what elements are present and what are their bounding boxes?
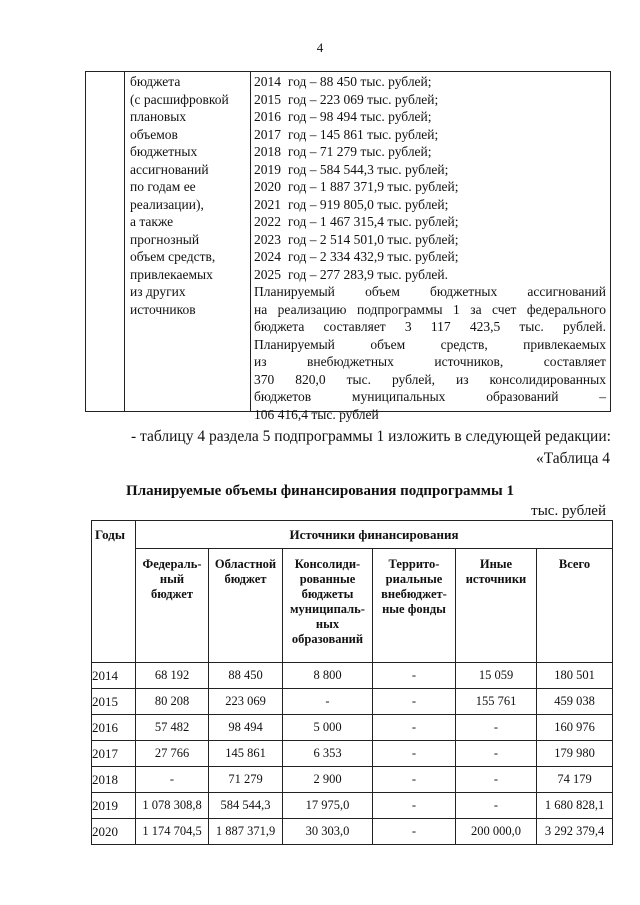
table-cell: 1 078 308,8 — [136, 793, 209, 819]
column-header — [373, 549, 456, 663]
row-year: 2014 — [92, 663, 136, 689]
passport-empty-column — [86, 72, 125, 411]
table-cell: - — [373, 663, 456, 689]
passport-label-line: прогнозный — [130, 231, 200, 247]
column-header-line: ных — [315, 617, 340, 631]
paragraph-word: тыс. — [346, 371, 371, 387]
year-amount: год – 1 887 371,9 тыс. рублей; — [288, 179, 459, 194]
finance-table — [91, 520, 613, 845]
paragraph-line — [254, 302, 606, 318]
column-headers-row — [92, 549, 613, 663]
passport-label-line: по годам ее — [130, 179, 196, 194]
passport-value-cell — [250, 72, 610, 422]
paragraph-word: образований — [486, 389, 559, 404]
table-cell: - — [456, 715, 537, 741]
paragraph-word: составляет — [543, 354, 606, 369]
table-cell: 8 800 — [283, 663, 373, 689]
table-row — [92, 663, 613, 689]
column-header-line: Федераль- — [142, 557, 202, 571]
year-label: 2021 — [254, 196, 281, 212]
year-funding-line — [254, 249, 459, 265]
table-cell: 179 980 — [537, 741, 613, 767]
page-number: 4 — [316, 40, 324, 55]
column-header-line: ный — [159, 572, 185, 586]
passport-label-cell — [124, 72, 251, 411]
year-amount: год – 919 805,0 тыс. рублей; — [288, 196, 449, 212]
paragraph-word: муниципальных — [351, 389, 446, 404]
table-cell: 88 450 — [209, 663, 283, 689]
table-reference: «Таблица 4 — [535, 450, 610, 467]
table-cell: - — [283, 689, 373, 715]
table-cell: - — [136, 767, 209, 793]
passport-label-line: (с расшифровкой — [130, 91, 229, 107]
table-cell: 17 975,0 — [283, 793, 373, 819]
paragraph-line — [254, 319, 606, 335]
table-cell: 145 861 — [209, 741, 283, 767]
paragraph-word: объем — [370, 336, 406, 352]
paragraph-last-line: 106 416,4 тыс. рублей — [254, 406, 379, 422]
row-year: 2017 — [92, 741, 136, 767]
paragraph-word: 117 — [430, 319, 451, 334]
paragraph-word: ассигнований — [527, 284, 606, 299]
table-cell: 1 887 371,9 — [209, 819, 283, 845]
table-row — [92, 741, 613, 767]
year-amount: год – 2 334 432,9 тыс. рублей; — [288, 249, 459, 264]
paragraph-word: бюджетных — [430, 284, 498, 299]
year-label: 2015 — [254, 91, 281, 107]
year-funding-line — [254, 197, 448, 213]
paragraph-word: бюджетов — [254, 389, 312, 404]
paragraph-word: федерального — [526, 301, 606, 317]
paragraph-word: консолидированных — [489, 371, 606, 387]
table-cell: 74 179 — [537, 767, 613, 793]
table-cell: 80 208 — [136, 689, 209, 715]
table-cell: 1 680 828,1 — [537, 793, 613, 819]
year-amount: год – 223 069 тыс. рублей; — [288, 91, 439, 107]
table-cell: 584 544,3 — [209, 793, 283, 819]
table-cell: - — [456, 767, 537, 793]
passport-label-line: бюджетных — [130, 144, 198, 159]
column-header-line: бюджет — [151, 587, 193, 601]
passport-label-line: а также — [130, 214, 174, 229]
table-cell: 6 353 — [283, 741, 373, 767]
year-amount: год – 2 514 501,0 тыс. рублей; — [288, 231, 459, 247]
passport-label-line: привлекаемых — [130, 266, 213, 282]
table-cell: - — [373, 741, 456, 767]
paragraph-word: объем — [365, 284, 400, 299]
table-cell: 2 900 — [283, 767, 373, 793]
table-row — [92, 793, 613, 819]
units-label: тыс. рублей — [531, 503, 606, 519]
year-label: 2014 — [254, 74, 281, 89]
year-funding-line — [254, 92, 438, 108]
table-cell: 155 761 — [456, 689, 537, 715]
table-cell: 3 292 379,4 — [537, 819, 613, 845]
paragraph-word: Планируемый — [254, 284, 335, 299]
paragraph-word: бюджета — [254, 319, 305, 334]
paragraph-word: рублей, — [391, 371, 435, 387]
passport-label-line: бюджета — [130, 74, 181, 89]
column-header-line: Террито- — [388, 557, 440, 571]
table-cell: 15 059 — [456, 663, 537, 689]
years-header: Годы — [92, 521, 136, 663]
table-cell: - — [456, 741, 537, 767]
table-cell: 1 174 704,5 — [136, 819, 209, 845]
table-row — [92, 767, 613, 793]
column-header-line: риальные — [385, 572, 443, 586]
column-header-line: Всего — [558, 557, 591, 571]
year-funding-line — [254, 74, 432, 90]
paragraph-word: 3 — [404, 319, 412, 334]
year-funding-line — [254, 232, 459, 248]
table-title: Планируемые объемы финансирования подпрограммы 1 — [126, 483, 514, 499]
year-funding-line — [254, 267, 448, 283]
column-header — [456, 549, 537, 663]
year-funding-line — [254, 162, 448, 178]
passport-label-line: объемов — [130, 126, 178, 142]
paragraph-word: подпрограммы — [356, 301, 443, 317]
instruction-text: - таблицу 4 раздела 5 подпрограммы 1 изложить в следующей редакции: — [131, 428, 611, 445]
paragraph-word: 370 — [254, 371, 275, 387]
paragraph-line — [254, 354, 606, 370]
column-header-line: ные фонды — [382, 602, 446, 616]
year-label: 2025 — [254, 266, 281, 282]
paragraph-line — [254, 284, 606, 300]
table-cell: 180 501 — [537, 663, 613, 689]
column-header-line: Консолиди- — [294, 557, 361, 571]
year-label: 2023 — [254, 231, 281, 247]
paragraph-line — [254, 372, 606, 388]
table-cell: 27 766 — [136, 741, 209, 767]
passport-label-line: объем средств, — [130, 249, 216, 264]
column-header-line: Областной — [214, 557, 277, 571]
column-header-line: источники — [465, 572, 527, 586]
row-year: 2020 — [92, 819, 136, 845]
paragraph-word: – — [599, 389, 606, 404]
table-cell: - — [456, 793, 537, 819]
column-header — [136, 549, 209, 663]
column-header-line: Иные — [479, 557, 513, 571]
paragraph-line — [254, 337, 606, 353]
year-amount: год – 1 467 315,4 тыс. рублей; — [288, 214, 459, 229]
table-row — [92, 689, 613, 715]
paragraph-line — [254, 389, 606, 405]
table-cell: 30 303,0 — [283, 819, 373, 845]
table-cell: 57 482 — [136, 715, 209, 741]
year-label: 2016 — [254, 109, 281, 124]
passport-label-line: плановых — [130, 109, 187, 124]
year-label: 2024 — [254, 249, 281, 264]
paragraph-word: из — [254, 354, 267, 369]
passport-label-line: ассигнований — [130, 161, 209, 177]
year-label: 2022 — [254, 214, 281, 229]
column-header-line: муниципаль- — [290, 602, 365, 616]
column-header-line: бюджет — [224, 572, 267, 586]
table-cell: - — [373, 767, 456, 793]
paragraph-word: 1 — [453, 301, 460, 317]
table-cell: 5 000 — [283, 715, 373, 741]
year-amount: год – 71 279 тыс. рублей; — [288, 144, 432, 159]
table-cell: 68 192 — [136, 663, 209, 689]
year-amount: год – 584 544,3 тыс. рублей; — [288, 161, 449, 177]
paragraph-word: из — [455, 371, 469, 387]
column-header-line: рованные — [299, 572, 356, 586]
year-funding-line — [254, 127, 438, 143]
paragraph-word: на — [254, 301, 268, 317]
column-header-line: бюджеты — [301, 587, 354, 601]
passport-table — [85, 71, 611, 422]
year-amount: год – 98 494 тыс. рублей; — [288, 109, 432, 124]
passport-label-line: из других — [130, 284, 186, 299]
table-cell: - — [373, 689, 456, 715]
table-cell: 223 069 — [209, 689, 283, 715]
paragraph-word: счет — [492, 301, 517, 317]
table-cell: - — [373, 819, 456, 845]
row-year: 2016 — [92, 715, 136, 741]
table-cell: 200 000,0 — [456, 819, 537, 845]
column-header — [209, 549, 283, 663]
finance-table-body — [92, 663, 613, 845]
paragraph-word: 423,5 — [469, 319, 501, 334]
table-row — [92, 715, 613, 741]
passport-label-line: реализации), — [130, 196, 204, 212]
row-year: 2018 — [92, 767, 136, 793]
year-funding-line — [254, 214, 459, 230]
row-year: 2019 — [92, 793, 136, 819]
paragraph-word: внебюджетных — [307, 354, 394, 369]
table-row — [92, 819, 613, 845]
year-funding-line — [254, 109, 432, 125]
table-cell: 98 494 — [209, 715, 283, 741]
paragraph-word: источников, — [434, 354, 504, 369]
year-funding-line — [254, 179, 459, 195]
row-year: 2015 — [92, 689, 136, 715]
paragraph-word: реализацию — [277, 301, 347, 317]
table-cell: 459 038 — [537, 689, 613, 715]
table-cell: 71 279 — [209, 767, 283, 793]
paragraph-word: 820,0 — [295, 371, 326, 387]
paragraph-word: составляет — [323, 319, 386, 334]
column-header-line: внебюджет- — [381, 587, 447, 601]
paragraph-word: тыс. — [519, 319, 544, 334]
year-funding-line — [254, 144, 432, 160]
year-amount: год – 145 861 тыс. рублей; — [288, 126, 439, 142]
paragraph-word: рублей. — [562, 319, 606, 334]
paragraph-word: привлекаемых — [523, 336, 606, 352]
year-label: 2019 — [254, 161, 281, 177]
column-header — [537, 549, 613, 663]
year-amount: год – 88 450 тыс. рублей; — [288, 74, 432, 89]
column-header — [283, 549, 373, 663]
year-amount: год – 277 283,9 тыс. рублей. — [288, 266, 449, 282]
passport-label-line: источников — [130, 301, 196, 317]
sources-header: Источники финансирования — [136, 521, 613, 549]
table-cell: - — [373, 715, 456, 741]
paragraph-word: средств, — [440, 336, 488, 352]
paragraph-word: за — [470, 301, 482, 317]
paragraph-word: Планируемый — [254, 336, 335, 352]
table-cell: - — [373, 793, 456, 819]
year-label: 2017 — [254, 126, 281, 142]
table-cell: 160 976 — [537, 715, 613, 741]
year-label: 2018 — [254, 144, 281, 159]
year-label: 2020 — [254, 179, 281, 194]
column-header-line: образований — [291, 632, 364, 646]
